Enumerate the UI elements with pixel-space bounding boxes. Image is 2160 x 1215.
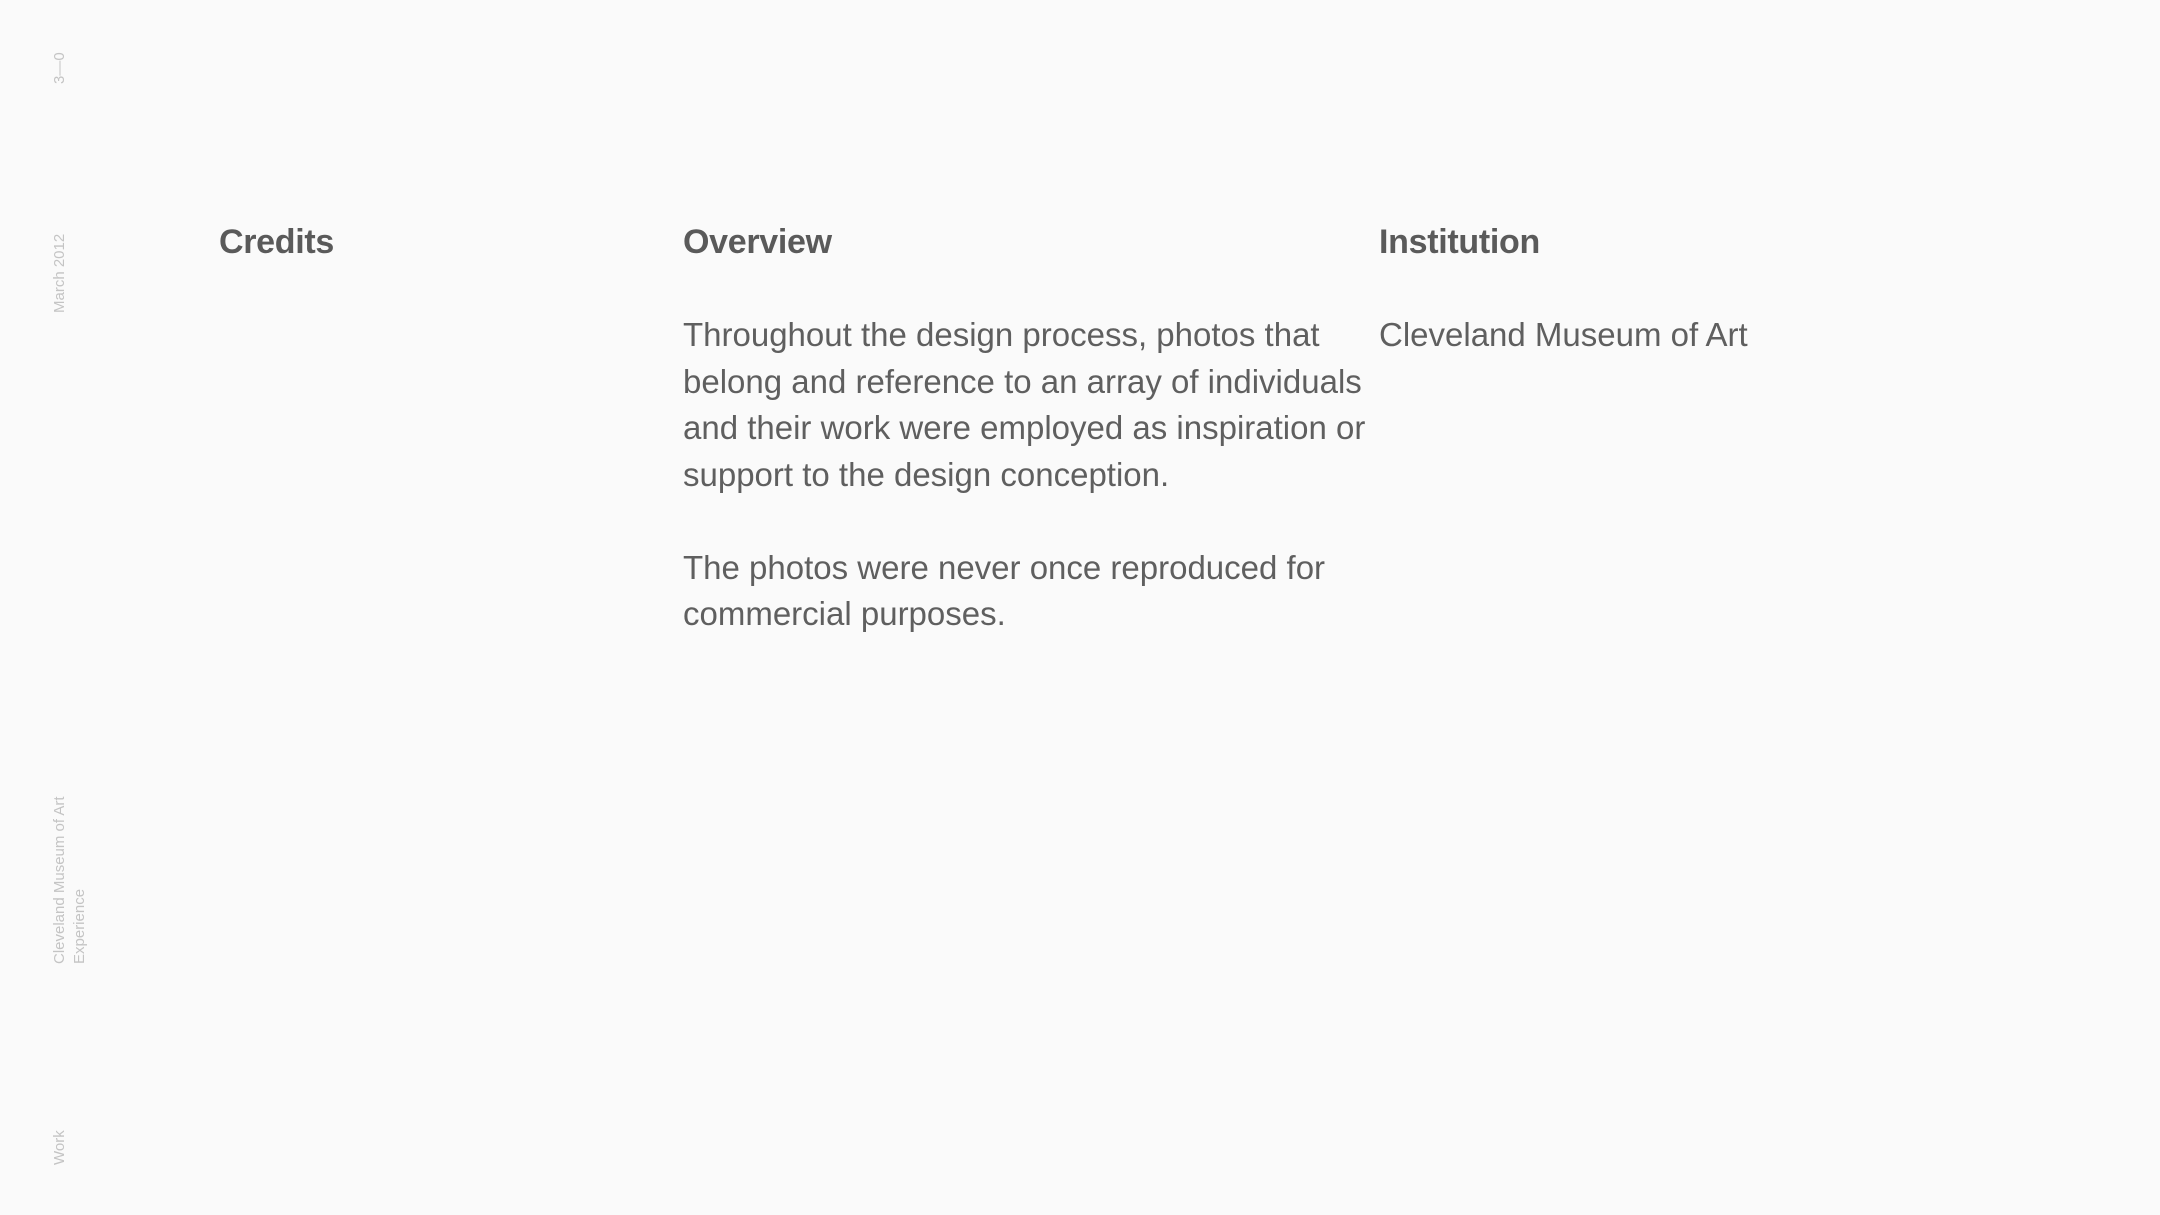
section-label: Work (51, 1130, 68, 1165)
overview-heading: Overview (683, 223, 832, 261)
institution-body (1379, 312, 1939, 359)
credits-heading: Credits (219, 223, 335, 261)
date-label: March 2012 (51, 233, 68, 313)
institution-heading: Institution (1379, 223, 1540, 261)
institution-value: Cleveland Museum of Art (1379, 316, 1748, 353)
overview-paragraph-2: The photos were never once reproduced for commercial purposes. (683, 548, 1326, 632)
overview-paragraph-1: Throughout the design process, photos that belong and reference to an array of individuals and their work were employed as inspiration or support to the design conception. (683, 316, 1366, 493)
institution-column (1379, 218, 1939, 359)
page-number: 3—0 (51, 52, 68, 84)
project-label-line2: Experience (71, 888, 89, 964)
overview-column (683, 218, 1373, 638)
overview-body (683, 312, 1373, 638)
credits-column (219, 218, 639, 266)
project-label-line1: Cleveland Museum of Art (51, 796, 68, 964)
project-label (50, 764, 91, 964)
